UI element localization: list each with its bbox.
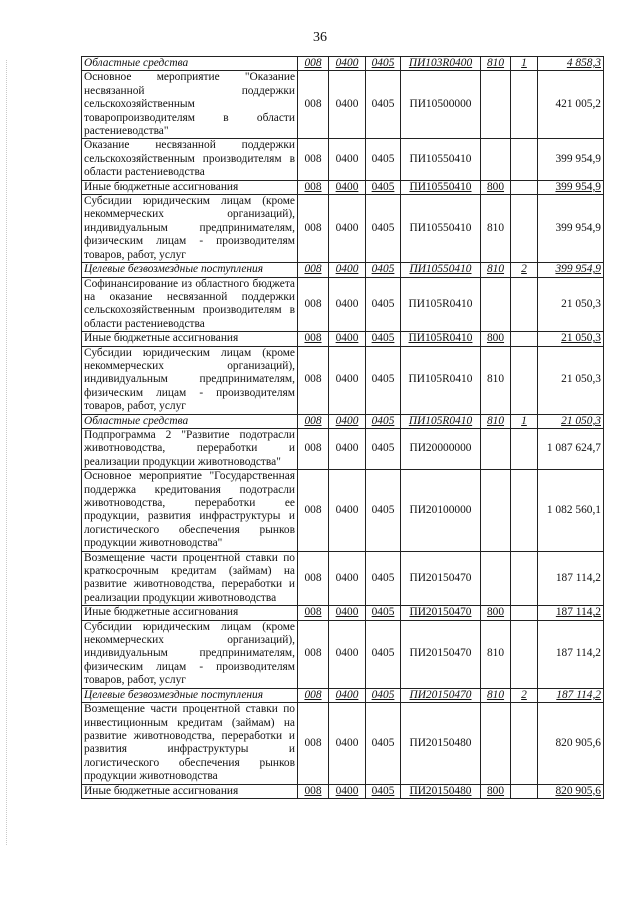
cell-sum: 820 905,6 bbox=[538, 784, 604, 798]
cell-pr: 0405 bbox=[366, 620, 401, 688]
cell-gr: 008 bbox=[298, 428, 329, 469]
cell-sum: 4 858,3 bbox=[538, 57, 604, 71]
cell-sum: 21 050,3 bbox=[538, 277, 604, 332]
cell-sum: 187 114,2 bbox=[538, 551, 604, 606]
cell-gr: 008 bbox=[298, 277, 329, 332]
cell-vr bbox=[481, 277, 511, 332]
row-name: Основное мероприятие "Оказание несвязанной поддержки сельскохозяйственным товаропроизводителям в области растениеводства" bbox=[82, 71, 298, 139]
cell-cs: ПИ105R0410 bbox=[401, 332, 481, 346]
cell-vr bbox=[481, 551, 511, 606]
cell-sum: 187 114,2 bbox=[538, 620, 604, 688]
table-row bbox=[82, 620, 604, 688]
cell-ist bbox=[511, 428, 538, 469]
cell-cs: ПИ20150470 bbox=[401, 688, 481, 702]
cell-rz: 0400 bbox=[329, 346, 366, 414]
cell-rz: 0400 bbox=[329, 139, 366, 180]
cell-gr: 008 bbox=[298, 346, 329, 414]
cell-vr bbox=[481, 703, 511, 784]
row-name: Иные бюджетные ассигнования bbox=[82, 606, 298, 620]
cell-sum: 1 082 560,1 bbox=[538, 470, 604, 551]
cell-gr: 008 bbox=[298, 263, 329, 277]
cell-cs: ПИ20150470 bbox=[401, 551, 481, 606]
cell-gr: 008 bbox=[298, 57, 329, 71]
cell-ist bbox=[511, 606, 538, 620]
table-row bbox=[82, 346, 604, 414]
page-number: 36 bbox=[313, 30, 327, 45]
cell-vr: 800 bbox=[481, 606, 511, 620]
cell-rz: 0400 bbox=[329, 620, 366, 688]
cell-rz: 0400 bbox=[329, 195, 366, 263]
table-row bbox=[82, 195, 604, 263]
cell-ist: 1 bbox=[511, 414, 538, 428]
cell-vr bbox=[481, 428, 511, 469]
table-row bbox=[82, 606, 604, 620]
cell-ist bbox=[511, 703, 538, 784]
cell-pr: 0405 bbox=[366, 277, 401, 332]
table-row bbox=[82, 139, 604, 180]
cell-pr: 0405 bbox=[366, 57, 401, 71]
cell-sum: 421 005,2 bbox=[538, 71, 604, 139]
row-name: Иные бюджетные ассигнования bbox=[82, 332, 298, 346]
cell-cs: ПИ10550410 bbox=[401, 139, 481, 180]
cell-sum: 21 050,3 bbox=[538, 332, 604, 346]
row-name: Областные средства bbox=[82, 57, 298, 71]
cell-pr: 0405 bbox=[366, 688, 401, 702]
cell-sum: 399 954,9 bbox=[538, 139, 604, 180]
cell-gr: 008 bbox=[298, 784, 329, 798]
table-row bbox=[82, 688, 604, 702]
cell-rz: 0400 bbox=[329, 332, 366, 346]
table-row bbox=[82, 277, 604, 332]
cell-ist bbox=[511, 346, 538, 414]
cell-rz: 0400 bbox=[329, 180, 366, 194]
cell-rz: 0400 bbox=[329, 414, 366, 428]
row-name: Возмещение части процентной ставки по краткосрочным кредитам (займам) на развитие животноводства, переработки и реализации продукции животноводства bbox=[82, 551, 298, 606]
cell-vr: 810 bbox=[481, 414, 511, 428]
row-name: Целевые безвозмездные поступления bbox=[82, 263, 298, 277]
cell-pr: 0405 bbox=[366, 606, 401, 620]
cell-cs: ПИ20100000 bbox=[401, 470, 481, 551]
cell-rz: 0400 bbox=[329, 470, 366, 551]
table-row bbox=[82, 414, 604, 428]
row-name: Субсидии юридическим лицам (кроме некоммерческих организаций), индивидуальным предпринимателям, физическим лицам - производителям товаров, работ, услуг bbox=[82, 620, 298, 688]
cell-gr: 008 bbox=[298, 688, 329, 702]
cell-cs: ПИ20150470 bbox=[401, 620, 481, 688]
cell-vr: 810 bbox=[481, 688, 511, 702]
cell-cs: ПИ20150480 bbox=[401, 703, 481, 784]
cell-pr: 0405 bbox=[366, 332, 401, 346]
cell-ist bbox=[511, 180, 538, 194]
row-name: Субсидии юридическим лицам (кроме некоммерческих организаций), индивидуальным предпринимателям, физическим лицам - производителям товаров, работ, услуг bbox=[82, 346, 298, 414]
cell-ist bbox=[511, 784, 538, 798]
cell-cs: ПИ105R0410 bbox=[401, 346, 481, 414]
cell-vr: 810 bbox=[481, 263, 511, 277]
cell-rz: 0400 bbox=[329, 277, 366, 332]
cell-cs: ПИ20000000 bbox=[401, 428, 481, 469]
cell-gr: 008 bbox=[298, 414, 329, 428]
cell-cs: ПИ105R0410 bbox=[401, 277, 481, 332]
cell-gr: 008 bbox=[298, 606, 329, 620]
cell-gr: 008 bbox=[298, 470, 329, 551]
cell-sum: 187 114,2 bbox=[538, 606, 604, 620]
row-name: Подпрограмма 2 "Развитие подотрасли животноводства, переработки и реализации продукции животноводства" bbox=[82, 428, 298, 469]
cell-ist bbox=[511, 139, 538, 180]
cell-gr: 008 bbox=[298, 620, 329, 688]
cell-vr bbox=[481, 71, 511, 139]
cell-sum: 21 050,3 bbox=[538, 414, 604, 428]
cell-ist bbox=[511, 620, 538, 688]
cell-vr: 810 bbox=[481, 346, 511, 414]
cell-vr bbox=[481, 470, 511, 551]
table-row bbox=[82, 428, 604, 469]
table-row bbox=[82, 180, 604, 194]
cell-sum: 399 954,9 bbox=[538, 180, 604, 194]
cell-cs: ПИ10550410 bbox=[401, 263, 481, 277]
cell-gr: 008 bbox=[298, 551, 329, 606]
cell-sum: 1 087 624,7 bbox=[538, 428, 604, 469]
cell-cs: ПИ20150470 bbox=[401, 606, 481, 620]
row-name: Оказание несвязанной поддержки сельскохозяйственным производителям в области растениеводства bbox=[82, 139, 298, 180]
cell-cs: ПИ20150480 bbox=[401, 784, 481, 798]
cell-rz: 0400 bbox=[329, 688, 366, 702]
cell-cs: ПИ10550410 bbox=[401, 180, 481, 194]
cell-rz: 0400 bbox=[329, 57, 366, 71]
cell-cs: ПИ103R0400 bbox=[401, 57, 481, 71]
cell-pr: 0405 bbox=[366, 263, 401, 277]
cell-gr: 008 bbox=[298, 703, 329, 784]
cell-ist: 2 bbox=[511, 688, 538, 702]
cell-pr: 0405 bbox=[366, 703, 401, 784]
row-name: Софинансирование из областного бюджета на оказание несвязанной поддержки сельскохозяйственным производителям в области растениеводства bbox=[82, 277, 298, 332]
cell-pr: 0405 bbox=[366, 428, 401, 469]
cell-pr: 0405 bbox=[366, 195, 401, 263]
cell-gr: 008 bbox=[298, 195, 329, 263]
cell-vr: 800 bbox=[481, 332, 511, 346]
cell-gr: 008 bbox=[298, 332, 329, 346]
table-row bbox=[82, 332, 604, 346]
cell-pr: 0405 bbox=[366, 784, 401, 798]
cell-ist bbox=[511, 71, 538, 139]
cell-sum: 820 905,6 bbox=[538, 703, 604, 784]
cell-pr: 0405 bbox=[366, 551, 401, 606]
cell-sum: 399 954,9 bbox=[538, 263, 604, 277]
row-name: Иные бюджетные ассигнования bbox=[82, 180, 298, 194]
cell-gr: 008 bbox=[298, 180, 329, 194]
budget-table bbox=[81, 56, 604, 799]
table-row bbox=[82, 470, 604, 551]
cell-rz: 0400 bbox=[329, 703, 366, 784]
cell-ist: 2 bbox=[511, 263, 538, 277]
cell-rz: 0400 bbox=[329, 606, 366, 620]
cell-gr: 008 bbox=[298, 71, 329, 139]
row-name: Возмещение части процентной ставки по инвестиционным кредитам (займам) на развитие животноводства, переработки и развития инфраструктуры и логистического обеспечения рынков продукции животноводства bbox=[82, 703, 298, 784]
cell-ist bbox=[511, 195, 538, 263]
cell-rz: 0400 bbox=[329, 263, 366, 277]
table-row bbox=[82, 551, 604, 606]
cell-rz: 0400 bbox=[329, 784, 366, 798]
cell-pr: 0405 bbox=[366, 139, 401, 180]
cell-pr: 0405 bbox=[366, 470, 401, 551]
cell-cs: ПИ10500000 bbox=[401, 71, 481, 139]
row-name: Основное мероприятие "Государственная поддержка кредитования подотрасли животноводства, переработки ее продукции, развития инфраструктуры и логистического обеспечения рынков продукции животноводства" bbox=[82, 470, 298, 551]
cell-vr: 810 bbox=[481, 195, 511, 263]
cell-ist bbox=[511, 470, 538, 551]
row-name: Субсидии юридическим лицам (кроме некоммерческих организаций), индивидуальным предпринимателям, физическим лицам - производителям товаров, работ, услуг bbox=[82, 195, 298, 263]
table-row bbox=[82, 703, 604, 784]
cell-rz: 0400 bbox=[329, 428, 366, 469]
table-row bbox=[82, 263, 604, 277]
cell-vr: 800 bbox=[481, 784, 511, 798]
cell-rz: 0400 bbox=[329, 71, 366, 139]
cell-cs: ПИ10550410 bbox=[401, 195, 481, 263]
row-name: Иные бюджетные ассигнования bbox=[82, 784, 298, 798]
cell-pr: 0405 bbox=[366, 71, 401, 139]
cell-sum: 21 050,3 bbox=[538, 346, 604, 414]
cell-vr: 810 bbox=[481, 620, 511, 688]
row-name: Целевые безвозмездные поступления bbox=[82, 688, 298, 702]
cell-gr: 008 bbox=[298, 139, 329, 180]
cell-ist: 1 bbox=[511, 57, 538, 71]
cell-pr: 0405 bbox=[366, 346, 401, 414]
cell-sum: 187 114,2 bbox=[538, 688, 604, 702]
cell-vr: 800 bbox=[481, 180, 511, 194]
row-name: Областные средства bbox=[82, 414, 298, 428]
cell-pr: 0405 bbox=[366, 414, 401, 428]
table-row bbox=[82, 71, 604, 139]
cell-vr bbox=[481, 139, 511, 180]
cell-sum: 399 954,9 bbox=[538, 195, 604, 263]
cell-pr: 0405 bbox=[366, 180, 401, 194]
table-row bbox=[82, 784, 604, 798]
table-row bbox=[82, 57, 604, 71]
cell-ist bbox=[511, 551, 538, 606]
cell-vr: 810 bbox=[481, 57, 511, 71]
cell-ist bbox=[511, 332, 538, 346]
cell-ist bbox=[511, 277, 538, 332]
cell-rz: 0400 bbox=[329, 551, 366, 606]
cell-cs: ПИ105R0410 bbox=[401, 414, 481, 428]
margin-dotted-line bbox=[6, 60, 7, 845]
